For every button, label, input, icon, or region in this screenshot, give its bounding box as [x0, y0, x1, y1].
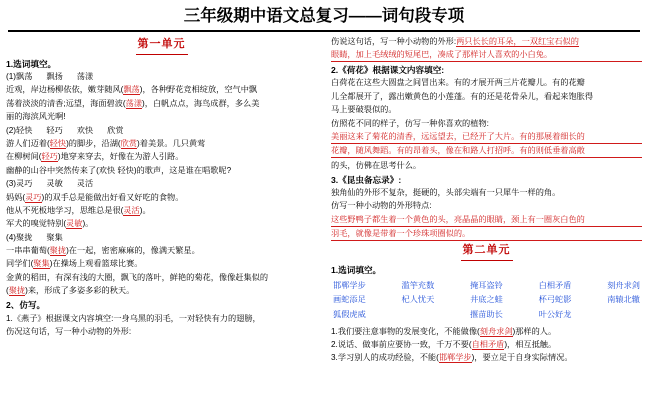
right-q2-line-4: 仿照花不同的样子，仿写一种你喜欢的植物: [331, 118, 489, 128]
right-s1-line-2 [331, 339, 642, 351]
question-3-line-3 [6, 218, 317, 230]
unit-two-heading [331, 243, 642, 261]
q2-answer-a: 轻快 [49, 138, 67, 148]
right-s1-text-b: )那样的人。 [512, 326, 557, 336]
q1-text-c: 荡着淡淡的清香;远望，海面碧波( [6, 98, 126, 108]
word-group-1-label: (1)飘荡 [6, 72, 33, 82]
right-s1-text-a: 1.我们要注意事物的发展变化，不能做像( [331, 326, 480, 336]
q1-answer-a: 飘荡 [123, 85, 140, 95]
right-s1-text-c: 2.说话、做事前应要协一致，千万不要( [331, 340, 472, 350]
q4-text-a: 一串串葡萄( [6, 246, 50, 256]
left-q1-line-2: 伤况这句话，写一种小动物的外形: [6, 327, 132, 336]
idiom-cell: 叶公好龙 [538, 310, 572, 320]
right-section-1-title: 1.选词填空。 [331, 264, 382, 275]
q1-text-a: 近观，岸边杨柳依依，嫩芽随风( [6, 85, 124, 95]
q1-answer-c: 荡漾 [125, 98, 143, 108]
left-column [6, 36, 319, 410]
q3-answer-c: 灵活 [123, 205, 140, 215]
right-s1-text-f: )，要立足于自身实际情况。 [471, 353, 573, 363]
word-group-3-label: (3)灵巧 [6, 179, 33, 189]
q1-text-d: )，白帆点点，海鸟成群，多么美 [142, 98, 260, 108]
question-4-line-2 [6, 258, 317, 270]
right-s1-line-3 [331, 352, 642, 364]
right-s1-answer-2: 自相矛盾 [471, 340, 505, 350]
word-group-1-word-2: 荡漾 [76, 72, 94, 82]
q2-answer-b: 欣赏 [120, 138, 138, 148]
q2-text-b: )的脚步，沿湖( [66, 138, 121, 148]
table-row [331, 308, 642, 323]
q2-answer-d: 轻巧 [41, 152, 58, 162]
idiom-cell: 揠苗助长 [470, 310, 503, 320]
word-group-3 [6, 178, 317, 190]
question-4-line-4 [6, 285, 317, 297]
q3-answer-e: 灵敏 [66, 219, 83, 229]
idiom-cell [400, 308, 469, 323]
idiom-cell: 滥竽充数 [401, 280, 435, 290]
right-top-answer-1: 两只长长的耳朵，一双红宝石似的 [456, 36, 579, 46]
right-s1-line-1 [331, 326, 642, 338]
question-3-line-1 [6, 192, 317, 204]
idiom-cell: 杞人忧天 [401, 295, 435, 305]
q4-answer-c: 聚集 [33, 259, 50, 269]
table-row [331, 278, 642, 293]
idiom-cell: 南辕北辙 [607, 295, 640, 305]
q3-text-e: 军犬的嗅觉特别( [6, 219, 67, 229]
q2-text-a: 游人们迈着( [6, 138, 50, 148]
idiom-cell: 井底之蛙 [470, 295, 503, 305]
left-section-2-title: 2、仿写。 [6, 300, 46, 311]
question-4-line-3: 金黄的稻田，有深有浅的大圈，飘飞的落叶，鲜艳的菊花，像像赶集似的 [6, 272, 269, 282]
left-section-1-title: 1.选词填空。 [6, 58, 57, 69]
q3-text-c: 他从不死板地学习，思维总是很( [6, 205, 124, 215]
word-group-2-label: (2)轻快 [6, 125, 33, 135]
unit-one-heading [6, 37, 317, 55]
two-column-body [6, 36, 642, 410]
right-q3-line-2: 仿写一种小动物的外形特点: [331, 201, 432, 211]
right-s1-text-d: )，相互抵触。 [504, 340, 557, 350]
right-top-prompt: 伤说这句话，写一种小动物的外形: [331, 36, 457, 46]
word-group-4-word-1: 聚集 [46, 232, 63, 242]
unit-one-heading-text: 第一单元 [136, 37, 188, 55]
right-column [329, 36, 642, 410]
right-s1-answer-1: 刻舟求剑 [479, 326, 513, 336]
word-group-2-word-2: 欢快 [76, 125, 94, 135]
right-q3-answer-2: 羽毛，就像是带着一个珍珠项圈似的。 [331, 228, 642, 241]
table-row [331, 293, 642, 308]
idiom-cell: 狐假虎威 [333, 310, 366, 320]
right-s1-answer-3: 邯郸学步 [438, 353, 472, 363]
q3-text-a: 妈妈( [6, 192, 26, 202]
q4-answer-a: 聚拢 [49, 246, 67, 256]
right-q3-title: 3.《昆虫备忘录》: [331, 174, 402, 185]
q4-text-g: )来，形成了多姿多彩的秋天。 [25, 286, 135, 296]
right-q2-title: 2.《荷花》根据课文内容填空: [331, 64, 445, 75]
question-2-line-3: 幽静的山谷中突然传来了(欢快 轻快)的歌声，这是谁在唱歌呢? [6, 165, 232, 175]
left-q1-line-1: 1.《燕子》根据课文内容填空:一身乌黑的羽毛，一对轻快有力的翅膀， [6, 313, 261, 323]
q4-answer-f: 聚拢 [8, 286, 26, 296]
word-group-2-word-3: 欣赏 [107, 125, 124, 135]
q3-answer-a: 灵巧 [25, 192, 42, 202]
right-top-answer-2: 眼睛，加上毛绒绒的短尾巴，凑成了那样讨人喜欢的小白兔。 [331, 49, 642, 62]
question-3-line-2 [6, 205, 317, 217]
word-group-1 [6, 71, 317, 83]
right-top-line-1 [331, 36, 642, 48]
idiom-cell: 刻舟求剑 [607, 280, 640, 290]
right-q2-answer-2: 花瓣，随风舞蹈。有的昂着头，像在和路人打招呼。有的则低垂着高敞 [331, 145, 642, 158]
q2-text-c: )着美景。几只黄莺 [137, 138, 206, 148]
idiom-cell: 掩耳盗铃 [470, 280, 503, 290]
q4-text-c: 同学们( [6, 259, 34, 269]
q3-text-f: )。 [82, 219, 94, 229]
idiom-cell: 杯弓蛇影 [538, 295, 572, 305]
right-q2-line-3: 马上要破裂似的。 [331, 105, 397, 115]
idiom-cell [605, 308, 642, 323]
unit-two-heading-text: 第二单元 [461, 243, 513, 261]
right-s1-text-e: 3.学习别人的成功经验，不能( [331, 353, 439, 363]
page-title: 三年级期中语文总复习——词句段专项 [8, 6, 640, 32]
question-2-line-1 [6, 138, 317, 150]
word-group-4 [6, 232, 317, 244]
word-group-3-word-2: 灵活 [76, 179, 94, 189]
q1-text-b: )，各种野花竞相绽放，空气中飘 [139, 85, 258, 95]
question-1-line-2 [6, 98, 317, 110]
right-q3-answer-1: 这些野鸭子都生着一个黄色的头，亮晶晶的眼睛，颈上有一圈灰白色的 [331, 214, 642, 227]
idiom-word-bank [331, 278, 642, 323]
word-group-2 [6, 125, 317, 137]
word-group-3-word-1: 灵敏 [46, 179, 63, 189]
word-group-2-word-1: 轻巧 [46, 125, 63, 135]
q3-text-d: )。 [139, 205, 151, 215]
q3-text-b: )的双手总是能做出好看又好吃的食物。 [41, 192, 184, 202]
idiom-cell: 白相矛盾 [538, 280, 572, 290]
idiom-cell: 邯郸学步 [333, 280, 366, 290]
right-q2-line-1: 白荷花在这些大圆盘之间冒出来。有的才展开两三片花瓣儿。有的花瓣 [331, 78, 585, 88]
word-group-4-label: (4)聚拢 [6, 232, 33, 242]
question-1-line-3: 丽的海滨风光啊! [6, 112, 66, 122]
right-q2-answer-1: 美丽这来了菊花的清香，远远望去，已经开了大片。有的那展着细长的 [331, 131, 642, 144]
question-4-line-1 [6, 245, 317, 257]
idiom-cell: 画蛇添足 [333, 295, 366, 305]
word-group-1-word-1: 飘扬 [46, 72, 63, 82]
right-q2-line-5: 的头，仿佛在思考什么。 [331, 160, 422, 170]
question-2-line-2 [6, 151, 317, 163]
right-q3-line-1: 独角仙的外形不复杂，挺硬的，头部尖端有一只犀牛一样的角。 [331, 188, 561, 198]
q4-text-b: )在一起，密密麻麻的，像满天繁星。 [66, 246, 200, 256]
q4-text-f: ( [6, 286, 9, 296]
q2-text-e: )地穿来穿去，好像在为游人引路。 [57, 152, 184, 162]
q4-text-d: )在操场上观看篮球比赛。 [49, 259, 143, 269]
right-q2-line-2: 儿全都展开了，露出嫩黄色的小莲蓬。有的还是花骨朵儿，看起来饱胀得 [331, 91, 594, 101]
question-1-line-1 [6, 84, 317, 96]
q2-text-d: 在柳树间( [6, 152, 42, 162]
